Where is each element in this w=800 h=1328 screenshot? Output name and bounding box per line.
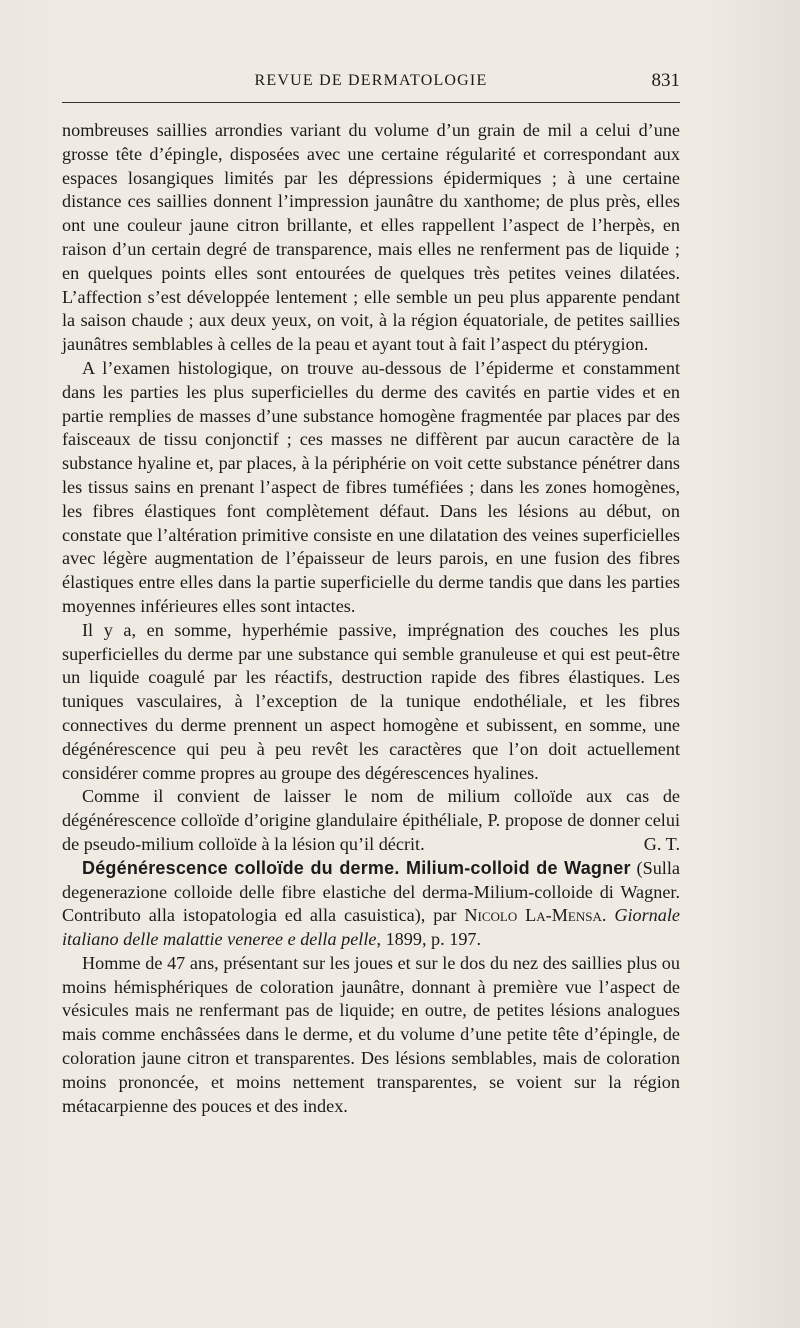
conclusion-text: Comme il convient de laisser le nom de milium colloïde aux cas de dégénérescence colloïde d’origine glandulaire épithéliale, P. propose de donner celui de pseudo-milium colloïde à la lésion qu’il décrit. [62,786,680,854]
citation-end: , 1899, p. 197. [376,929,482,950]
header-rule [62,102,680,103]
signature: G. T. [643,833,680,854]
abstract-body: Homme de 47 ans, présentant sur les joues et sur le dos du nez des saillies plus ou moins hémisphériques de coloration jaunâtre, donnant à première vue l’aspect de vésicules mais ne renfermant pas de liquide; en outre, de petites lésions analogues mais comme enchâssées dans le derme, et du volume d’une petite tête d’épingle, de coloration jaune citron et transparentes. Des lésions semblables, mais de coloration moins prononcée, et moins nettement transparentes, se voient sur la région métacarpienne des pouces et des index. [62,952,680,1116]
journal-page [62,66,680,1118]
page-number: 831 [651,70,680,91]
citation-author: Nicolo La-Mensa [464,905,602,926]
paragraph-histology: A l’examen histologique, on trouve au-dessous de l’épiderme et constamment dans les parties les plus superficielles du derme des cavités en partie vides et en partie remplies de masses d’une substance homogène fragmentée par places par des faisceaux de tissu conjonctif ; ces masses ne diffèrent par aucun caractère de la substance hyaline et, par places, à la périphérie on voit cette substance pénétrer dans les tissus sains en prenant l’aspect de fibres tuméfiées ; dans les zones homogènes, les fibres élastiques font complètement défaut. Dans les lésions au début, on constate que l’altération primitive consiste en une dilatation des veines superficielles avec légère augmentation de l’épaisseur de leurs parois, en une fusion des fibres élastiques entre elles dans la partie superficielle du derme tandis que dans les parties moyennes inférieures elles sont intactes. [62,357,680,616]
paragraph-continuation: nombreuses saillies arrondies variant du volume d’un grain de mil a celui d’une grosse tête d’épingle, disposées avec une certaine régularité et correspondant aux espaces losangiques limités par les dépressions épidermiques ; à une certaine distance ces saillies donnent l’impression jaunâtre du xanthome; de plus près, elles ont une couleur jaune citron brillante, et elles rappellent l’aspect de l’herpès, en raison d’un certain degré de transparence, mais elles ne renferment pas de liquide ; en quelques points elles sont entourées de quelques très petites veines dilatées. L’affection s’est développée lentement ; elle semble un peu plus apparente pendant la saison chaude ; aux deux yeux, on voit, à la région équatoriale, de petites saillies jaunâtres semblables à celles de la peau et ayant tout à fait l’aspect du ptérygion. [62,120,680,355]
page-header [62,66,680,100]
citation-intro: (Sulla degenerazione colloide delle fibre elastiche del derma-Milium-colloide di Wagner. Contributo alla istopatologia ed alla casuistica), par [62,857,680,926]
abstract-title: Dégénérescence colloïde du derme. Milium-colloid de Wagner [82,857,631,878]
running-title: REVUE DE DERMATOLOGIE [254,72,488,89]
paragraph-summary: Il y a, en somme, hyperhémie passive, imprégnation des couches les plus superficielles du derme par une substance qui semble granuleuse et qui est peut-être un liquide coagulé par les réactifs, destruction rapide des fibres élastiques. Les tuniques vasculaires, à l’exception de la tunique endothéliale, et les fibres connectives du derme prennent un aspect homogène et subissent, en somme, une dégénérescence qui peu à peu revêt les caractères que l’on doit actuellement considérer comme propres au groupe des dégérescences hyalines. [62,619,680,783]
citation-author-sep: . [601,905,615,926]
abstract-heading [62,857,680,952]
citation-journal: Giornale italiano delle malattie veneree e della pelle [62,905,681,950]
article-body [62,119,680,1118]
paragraph-conclusion [62,785,680,856]
